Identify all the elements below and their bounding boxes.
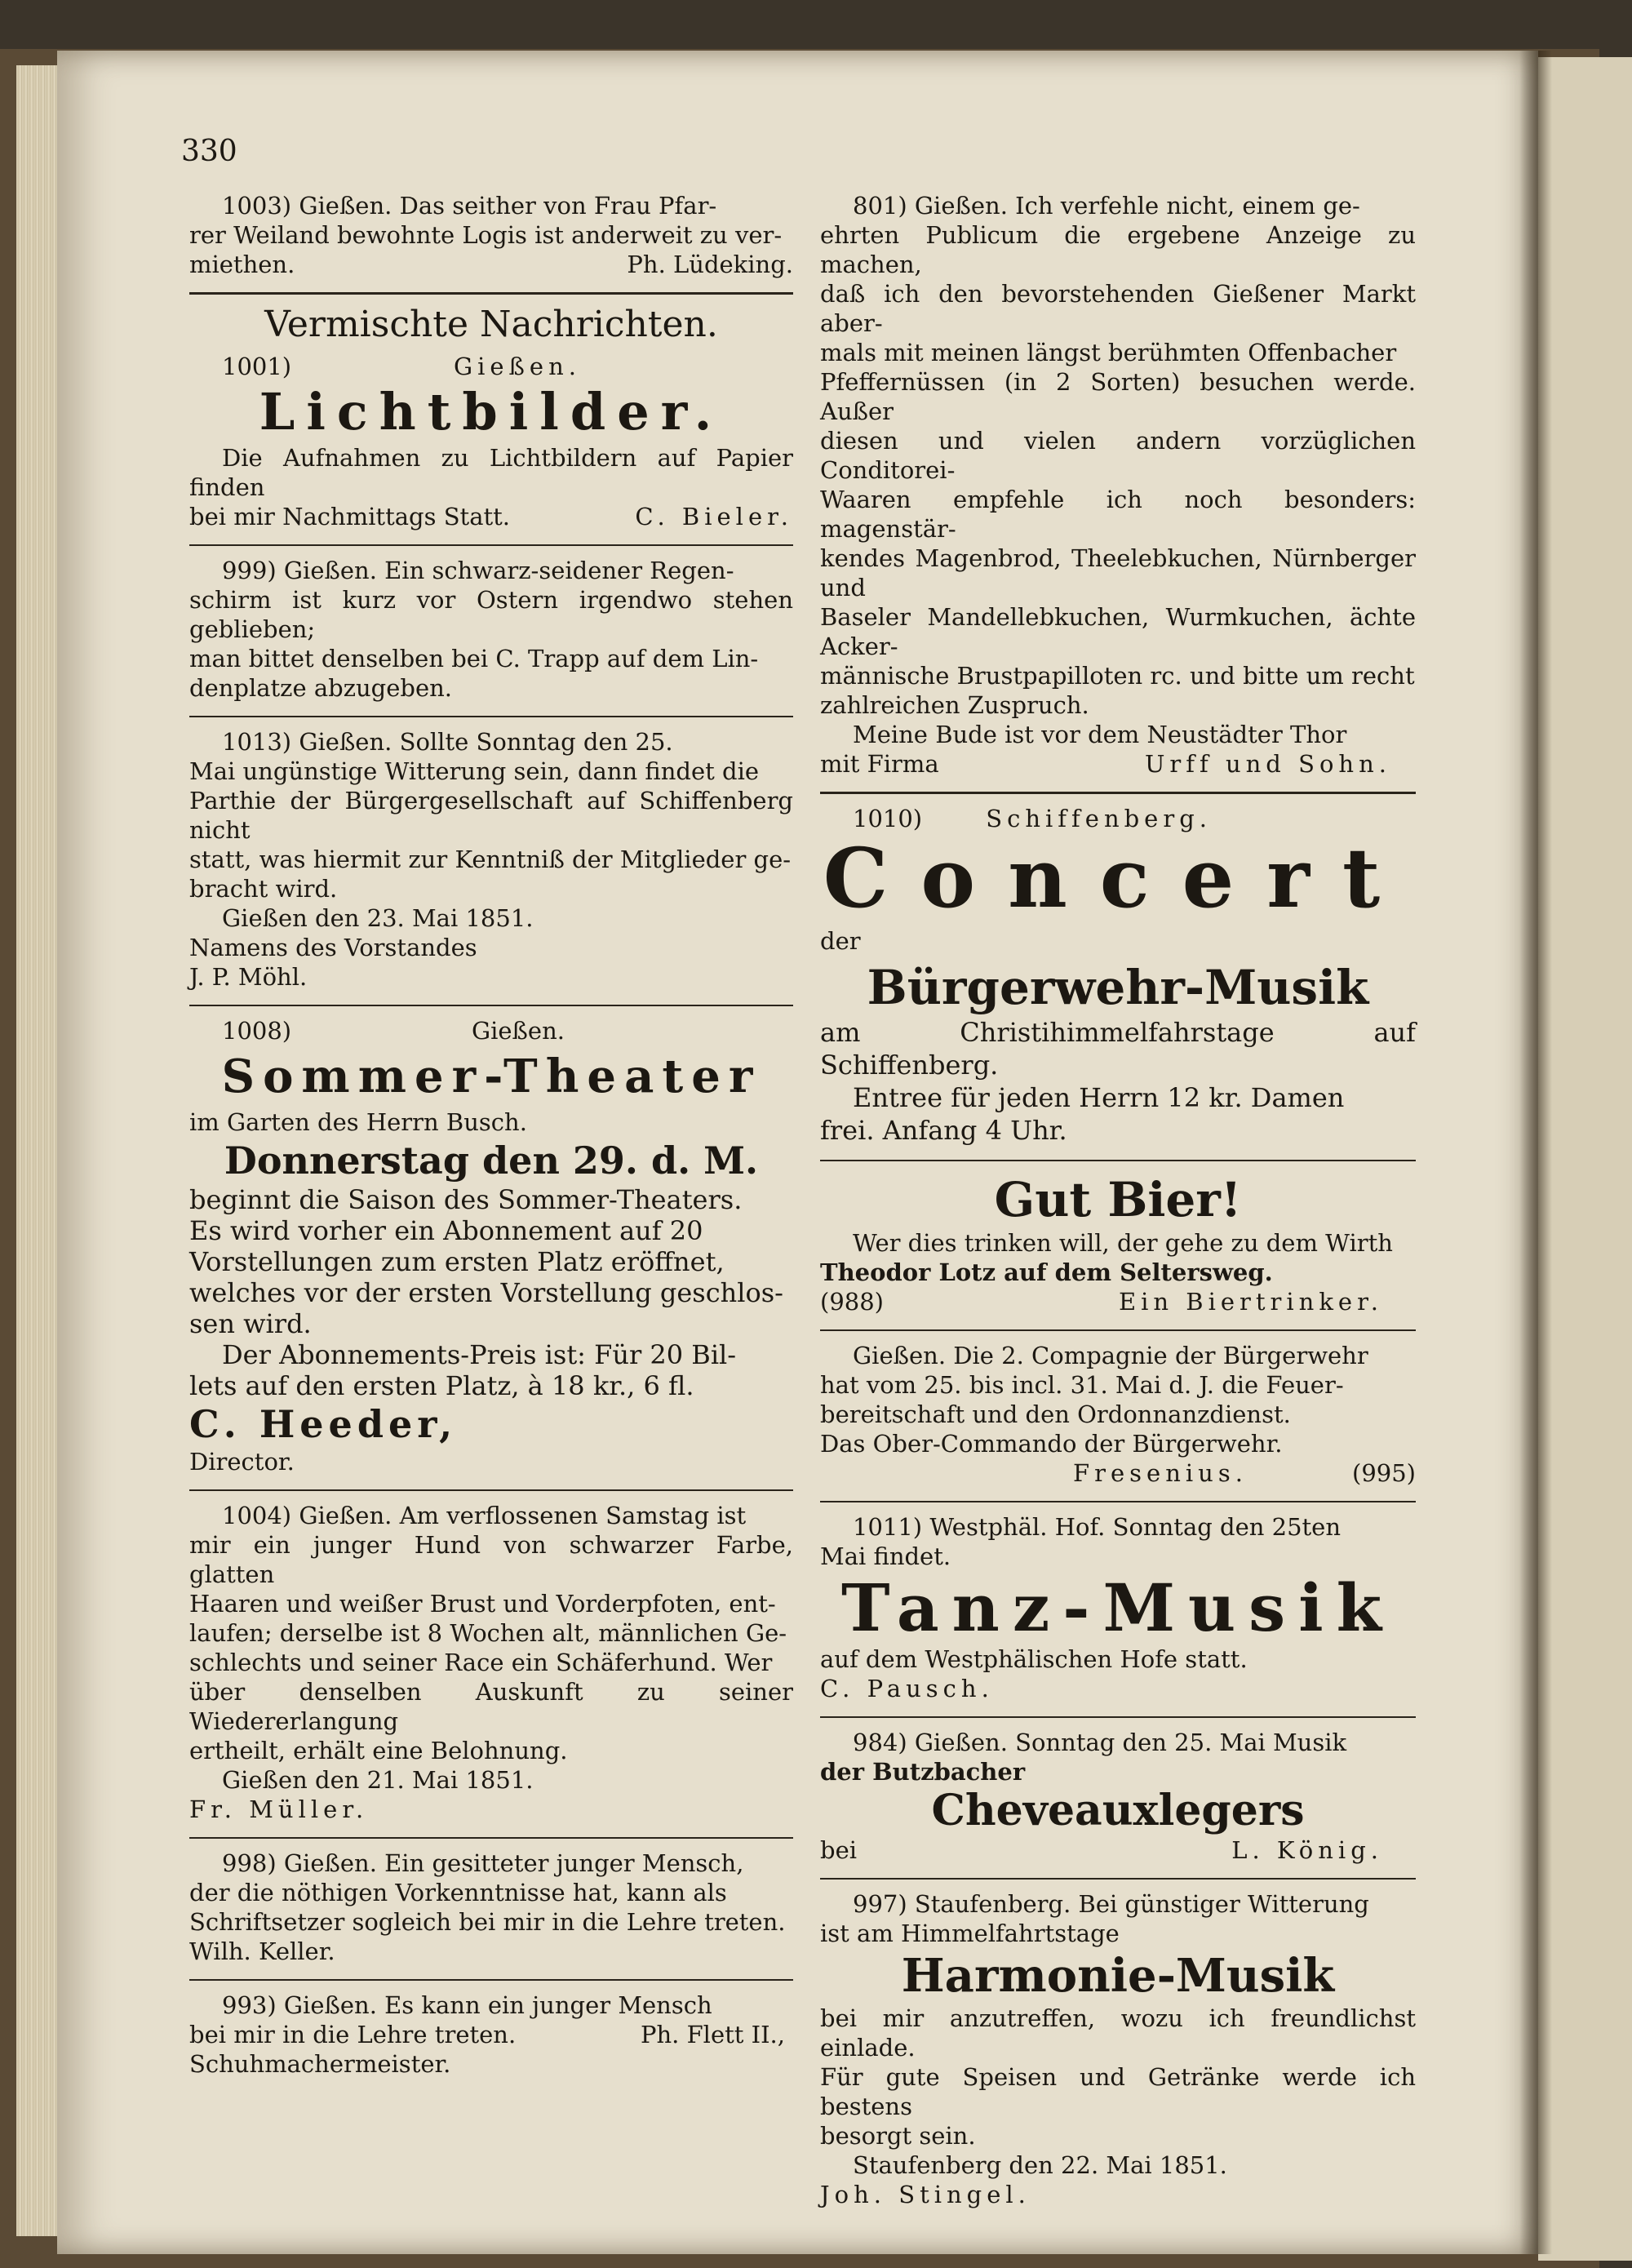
headline: Gut Bier! xyxy=(994,1172,1242,1227)
ad-place: Gießen. xyxy=(471,1017,565,1045)
ad-1001 xyxy=(189,348,793,536)
ad-998 xyxy=(189,1845,793,1971)
text-line: Schriftsetzer sogleich bei mir in die Lehre treten. xyxy=(189,1908,786,1936)
text-line: Mai findet. xyxy=(820,1542,951,1570)
ad-1003 xyxy=(189,188,793,284)
signature: Joh. Stingel. xyxy=(820,2181,1031,2208)
text-line: Der Abonnements-Preis ist: Für 20 Bil- xyxy=(222,1339,737,1370)
director-name: C. Heeder, xyxy=(189,1402,458,1446)
text-line: daß ich den bevorstehenden Gießener Markt aber- xyxy=(820,280,1416,337)
text-line: Es wird vorher ein Abonnement auf 20 xyxy=(189,1215,703,1246)
ad-number: (995) xyxy=(1352,1459,1416,1487)
text-line: am Christihimmelfahrstage auf Schiffenberg. xyxy=(820,1017,1416,1081)
ad-place: Schiffenberg. xyxy=(986,805,1212,832)
text-line: welches vor der ersten Vorstellung geschlos- xyxy=(189,1277,783,1308)
text-line: Gießen. Die 2. Compagnie der Bürgerwehr xyxy=(853,1342,1368,1369)
ad-1008 xyxy=(189,1013,793,1481)
text-line: Entree für jeden Herrn 12 kr. Damen xyxy=(853,1082,1345,1113)
signature: Urff und Sohn. xyxy=(1144,750,1391,778)
text-line: über denselben Auskunft zu seiner Wiedererlangung xyxy=(189,1678,793,1735)
ad-984 xyxy=(820,1724,1416,1870)
divider xyxy=(820,1716,1416,1718)
text-line: 999) Gießen. Ein schwarz-seidener Regen- xyxy=(222,557,734,584)
text-line: mit Firma xyxy=(820,750,939,778)
text-line: 998) Gießen. Ein gesitteter junger Mensch, xyxy=(222,1849,744,1877)
text-line: 1003) Gießen. Das seither von Frau Pfar- xyxy=(222,192,717,220)
subheadline: im Garten des Herrn Busch. xyxy=(189,1108,527,1136)
divider xyxy=(820,1501,1416,1502)
text-line: Parthie der Bürgergesellschaft auf Schiffenberg nicht xyxy=(189,787,793,844)
divider xyxy=(189,292,793,295)
gutter-shadow xyxy=(1519,51,1552,2254)
signature: C. Pausch. xyxy=(820,1675,994,1702)
text-line: bei mir anzutreffen, wozu ich freundlichst einlade. xyxy=(820,2004,1416,2062)
text-line: zahlreichen Zuspruch. xyxy=(820,691,1089,719)
ad-995 xyxy=(820,1338,1416,1493)
signature: Fr. Müller. xyxy=(189,1795,369,1823)
text-line: ist am Himmelfahrtstage xyxy=(820,1920,1120,1947)
text-line: denplatze abzugeben. xyxy=(189,674,453,702)
signature: Fresenius. xyxy=(1073,1459,1248,1487)
ad-1013 xyxy=(189,724,793,996)
left-column xyxy=(189,188,793,2084)
ad-993 xyxy=(189,1987,793,2084)
text-line: bracht wird. xyxy=(189,875,338,903)
signature: Namens des Vorstandes xyxy=(189,934,477,961)
text-line: Theodor Lotz auf dem Seltersweg. xyxy=(820,1258,1273,1286)
text-line: Wer dies trinken will, der gehe zu dem Wirth xyxy=(853,1229,1393,1257)
text-line: Mai ungünstige Witterung sein, dann findet die xyxy=(189,757,760,785)
text-line: Baseler Mandellebkuchen, Wurmkuchen, ächte Acker- xyxy=(820,603,1416,660)
divider xyxy=(189,716,793,717)
text-line: männische Brustpapilloten rc. und bitte um recht xyxy=(820,662,1415,690)
headline: Concert xyxy=(823,830,1413,926)
director-title: Director. xyxy=(189,1448,295,1476)
divider xyxy=(189,544,793,546)
headline: Sommer-Theater xyxy=(221,1050,761,1103)
ad-1011 xyxy=(820,1509,1416,1708)
page-number: 330 xyxy=(181,135,237,168)
headline: Bürgerwehr-Musik xyxy=(867,960,1369,1015)
signature: J. P. Möhl. xyxy=(189,963,308,991)
text-line: Für gute Speisen und Getränke werde ich bestens xyxy=(820,2063,1416,2120)
text-line: ehrten Publicum die ergebene Anzeige zu machen, xyxy=(820,221,1416,278)
text-line: schlechts und seiner Race ein Schäferhund. Wer xyxy=(189,1649,773,1676)
text-line: man bittet denselben bei C. Trapp auf dem Lin- xyxy=(189,645,759,672)
divider xyxy=(820,1160,1416,1161)
signature: Ein Biertrinker. xyxy=(1118,1288,1383,1316)
text-line: mals mit meinen längst berühmten Offenbacher xyxy=(820,339,1397,366)
text-line: Die Aufnahmen zu Lichtbildern auf Papier finden xyxy=(189,444,793,501)
right-page-edge xyxy=(1538,57,1632,2261)
text-line: frei. Anfang 4 Uhr. xyxy=(820,1115,1067,1146)
text-line: 1013) Gießen. Sollte Sonntag den 25. xyxy=(222,728,673,756)
text-line: rer Weiland bewohnte Logis ist anderweit zu ver- xyxy=(189,221,783,249)
ad-number: 1001) xyxy=(222,353,292,380)
ad-place: Gießen. xyxy=(453,353,581,380)
text-line: kendes Magenbrod, Theelebkuchen, Nürnberger und xyxy=(820,544,1416,601)
headline: Tanz-Musik xyxy=(840,1569,1395,1646)
signature: L. König. xyxy=(1231,1836,1383,1864)
headline: Lichtbilder. xyxy=(259,382,724,442)
text-line: sen wird. xyxy=(189,1308,312,1339)
text-line: Meine Bude ist vor dem Neustädter Thor xyxy=(853,721,1347,748)
signature: Ph. Lüdeking. xyxy=(627,251,793,278)
text-line: Gießen den 23. Mai 1851. xyxy=(222,904,534,932)
text-line: bereitschaft und den Ordonnanzdienst. xyxy=(820,1400,1291,1428)
divider xyxy=(820,1329,1416,1331)
ad-999 xyxy=(189,553,793,708)
text-line: diesen und vielen andern vorzüglichen Conditorei- xyxy=(820,427,1416,484)
text-line: mir ein junger Hund von schwarzer Farbe, glatten xyxy=(189,1531,793,1588)
text-line: 1004) Gießen. Am verflossenen Samstag ist xyxy=(222,1502,747,1529)
text-line: Staufenberg den 22. Mai 1851. xyxy=(853,2151,1227,2179)
text-line: beginnt die Saison des Sommer-Theaters. xyxy=(189,1184,743,1215)
headline: Harmonie-Musik xyxy=(901,1949,1335,2003)
text-line: 984) Gießen. Sonntag den 25. Mai Musik xyxy=(853,1729,1347,1756)
text-line: der Butzbacher xyxy=(820,1758,1026,1786)
text-line: besorgt sein. xyxy=(820,2122,976,2150)
text-line: der xyxy=(820,927,861,955)
text-line: 997) Staufenberg. Bei günstiger Witterung xyxy=(853,1890,1369,1918)
ad-number: 1008) xyxy=(222,1017,292,1045)
divider xyxy=(189,1979,793,1981)
signature-title: Schuhmachermeister. xyxy=(189,2050,451,2078)
text-line: lets auf den ersten Platz, à 18 kr., 6 fl. xyxy=(189,1370,694,1401)
divider xyxy=(189,1489,793,1491)
divider xyxy=(189,1005,793,1006)
text-line: hat vom 25. bis incl. 31. Mai d. J. die Feuer- xyxy=(820,1371,1344,1399)
text-line: ertheilt, erhält eine Belohnung. xyxy=(189,1737,568,1764)
page-edges xyxy=(16,65,61,2236)
signature: Ph. Flett II., xyxy=(640,2021,785,2048)
signature: Wilh. Keller. xyxy=(189,1937,335,1965)
headline: Cheveauxlegers xyxy=(931,1786,1305,1835)
divider xyxy=(189,1837,793,1839)
signature: Das Ober-Commando der Bürgerwehr. xyxy=(820,1430,1283,1458)
text-line: bei mir in die Lehre treten. xyxy=(189,2021,517,2048)
text-line: Gießen den 21. Mai 1851. xyxy=(222,1766,534,1794)
text-line: bei xyxy=(820,1836,858,1864)
text-line: laufen; derselbe ist 8 Wochen alt, männlichen Ge- xyxy=(189,1619,787,1647)
text-line: Haaren und weißer Brust und Vorderpfoten, ent- xyxy=(189,1590,776,1618)
text-line: der die nöthigen Vorkenntnisse hat, kann als xyxy=(189,1879,727,1906)
divider xyxy=(820,792,1416,794)
right-column xyxy=(820,188,1416,2214)
text-line: 993) Gießen. Es kann ein junger Mensch xyxy=(222,1991,712,2019)
ad-number: (988) xyxy=(820,1288,884,1316)
text-line: 801) Gießen. Ich verfehle nicht, einem ge- xyxy=(853,192,1360,220)
ad-1004 xyxy=(189,1498,793,1829)
ad-number: 1010) xyxy=(853,805,923,832)
date-headline: Donnerstag den 29. d. M. xyxy=(224,1138,759,1183)
ad-997 xyxy=(820,1886,1416,2214)
section-title: Vermischte Nachrichten. xyxy=(264,304,718,345)
text-line: auf dem Westphälischen Hofe statt. xyxy=(820,1645,1248,1673)
text-line: schirm ist kurz vor Ostern irgendwo stehen geblieben; xyxy=(189,586,793,643)
ad-988 xyxy=(820,1168,1416,1321)
text-line: Waaren empfehle ich noch besonders: magenstär- xyxy=(820,486,1416,543)
ad-801 xyxy=(820,188,1416,783)
text-line: miethen. xyxy=(189,251,295,278)
text-line: Pfeffernüssen (in 2 Sorten) besuchen werde. Außer xyxy=(820,368,1416,425)
signature: C. Bieler. xyxy=(635,503,793,530)
text-line: bei mir Nachmittags Statt. xyxy=(189,503,511,530)
text-line: Vorstellungen zum ersten Platz eröffnet, xyxy=(189,1246,725,1277)
divider xyxy=(820,1878,1416,1880)
text-line: statt, was hiermit zur Kenntniß der Mitglieder ge- xyxy=(189,846,792,873)
text-line: 1011) Westphäl. Hof. Sonntag den 25ten xyxy=(853,1513,1342,1541)
ad-1010 xyxy=(820,801,1416,1152)
